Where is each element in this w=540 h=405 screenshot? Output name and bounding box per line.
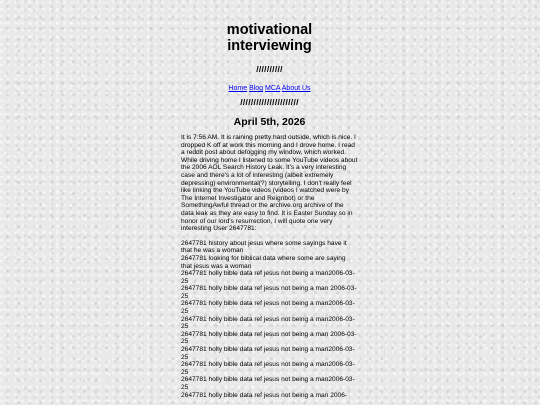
divider-bottom: ////////////////////// [240,97,299,107]
search-query-item: 2647781 looking for biblical data where some are saying that jesus was a woman [181,254,346,270]
site-title [181,22,358,54]
search-query-item: 2647781 holly bible data ref jesus not being a man 2006- [181,391,348,399]
content-column [181,22,358,399]
post-body [181,134,358,399]
post-paragraph: It is 7:56 AM. It is raining pretty hard outside, which is nice. I dropped K off at work this morning and I drove home. I read a reddit post about defogging my window, which worked. While driving home I listened to some YouTube videos about the 2006 AOL Search History Leak. It's a very interesting case and there's a lot of interesting (albeit extremely depressing) environmental(?) storytelling. I don't really feel like linking the YouTube videos (videos I watched were by The Internet Investigator and Reignbot) or the SomethingAwful thread or the archive.org archive of the data leak as they are easy to find. It is Easter Sunday so in honor of our lord's resurrection, I will quote one very interesting User 2647781: [181,134,358,233]
nav-link-blog[interactable]: Blog [249,85,264,92]
search-query-item: 2647781 history about jesus where some sayings have it that he was a woman [181,239,347,255]
search-query-item: 2647781 holly bible data ref jesus not being a man2006-03-25 [181,361,355,376]
search-query-item: 2647781 holly bible data ref jesus not being a man2006-03-25 [181,376,355,391]
site-title-line-2: interviewing [227,38,312,54]
search-query-item: 2647781 holly bible data ref jesus not being a man 2006-03-25 [181,330,357,346]
search-query-item: 2647781 holly bible data ref jesus not being a man2006-03-25 [181,270,355,285]
post-date: April 5th, 2026 [233,116,306,128]
nav-bar [181,84,358,93]
divider-top: ////////// [256,64,283,74]
site-title-line-1: motivational [226,22,313,38]
search-query-item: 2647781 holly bible data ref jesus not being a man2006-03-25 [181,300,355,316]
nav-link-about-us[interactable]: About Us [281,85,311,92]
nav-link-mca[interactable]: MCA [265,85,281,92]
search-query-item: 2647781 holly bible data ref jesus not being a man2006-03-25 [181,315,355,331]
nav-link-home[interactable]: Home [228,85,248,92]
search-query-item: 2647781 holly bible data ref jesus not being a man2006-03-25 [181,346,355,361]
search-query-list [181,240,358,399]
search-query-item: 2647781 holly bible data ref jesus not being a man 2006-03-25 [181,285,357,300]
